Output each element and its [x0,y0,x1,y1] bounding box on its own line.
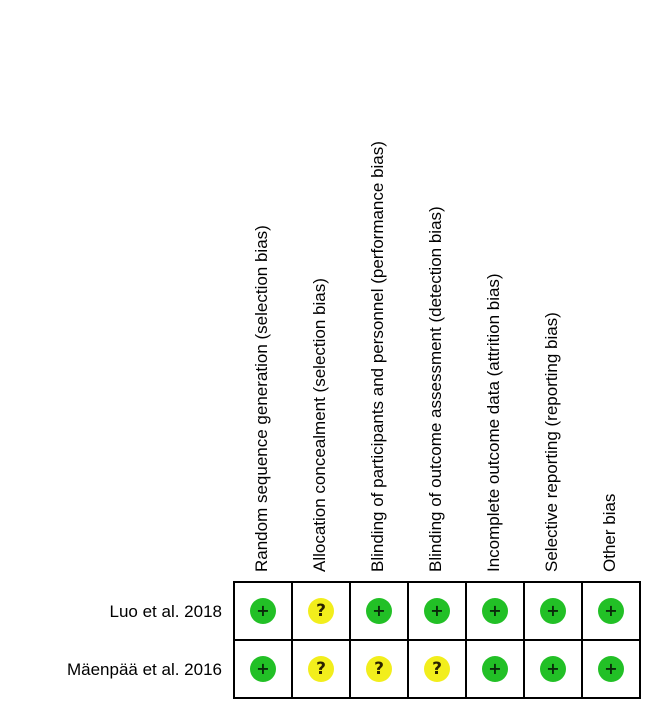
low-risk-icon: + [598,598,624,624]
judgement-cell [524,640,582,698]
column-header-other-bias [600,493,620,572]
column-header-label: Blinding of outcome assessment (detection bias) [426,206,445,572]
column-header-label: Random sequence generation (selection bias) [252,225,271,572]
table-row [234,640,640,698]
low-risk-icon: + [482,656,508,682]
low-risk-icon: + [482,598,508,624]
judgement-cell [350,640,408,698]
column-header-blinding-outcome [426,206,446,572]
column-header-label: Blinding of participants and personnel (performance bias) [368,141,387,572]
column-header-selective-reporting [542,312,562,572]
column-header-label: Incomplete outcome data (attrition bias) [484,273,503,572]
column-header-random-sequence [252,225,272,572]
judgement-cell [524,582,582,640]
judgement-cell [234,582,292,640]
judgement-cell [466,640,524,698]
judgement-cell [466,582,524,640]
column-header-incomplete-outcome [484,273,504,572]
column-header-label: Selective reporting (reporting bias) [542,312,561,572]
judgement-cell [350,582,408,640]
low-risk-icon: + [540,656,566,682]
judgement-cell [408,582,466,640]
column-header-label: Allocation concealment (selection bias) [310,278,329,572]
judgement-cell [582,582,640,640]
low-risk-icon: + [250,598,276,624]
low-risk-icon: + [598,656,624,682]
judgement-cell [292,640,350,698]
judgement-cell [234,640,292,698]
judgement-cell [408,640,466,698]
judgement-cell [292,582,350,640]
row-label-study: Luo et al. 2018 [109,602,222,621]
column-header-allocation-concealment [310,278,330,572]
column-header-label: Other bias [600,493,619,572]
unclear-risk-icon: ? [424,656,450,682]
judgement-cell [582,640,640,698]
low-risk-icon: + [250,656,276,682]
low-risk-icon: + [366,598,392,624]
column-header-blinding-participants [368,141,388,572]
risk-of-bias-grid [233,581,641,699]
low-risk-icon: + [424,598,450,624]
low-risk-icon: + [540,598,566,624]
unclear-risk-icon: ? [366,656,392,682]
table-row [234,582,640,640]
row-label-study: Mäenpää et al. 2016 [66,660,222,679]
unclear-risk-icon: ? [308,656,334,682]
unclear-risk-icon: ? [308,598,334,624]
